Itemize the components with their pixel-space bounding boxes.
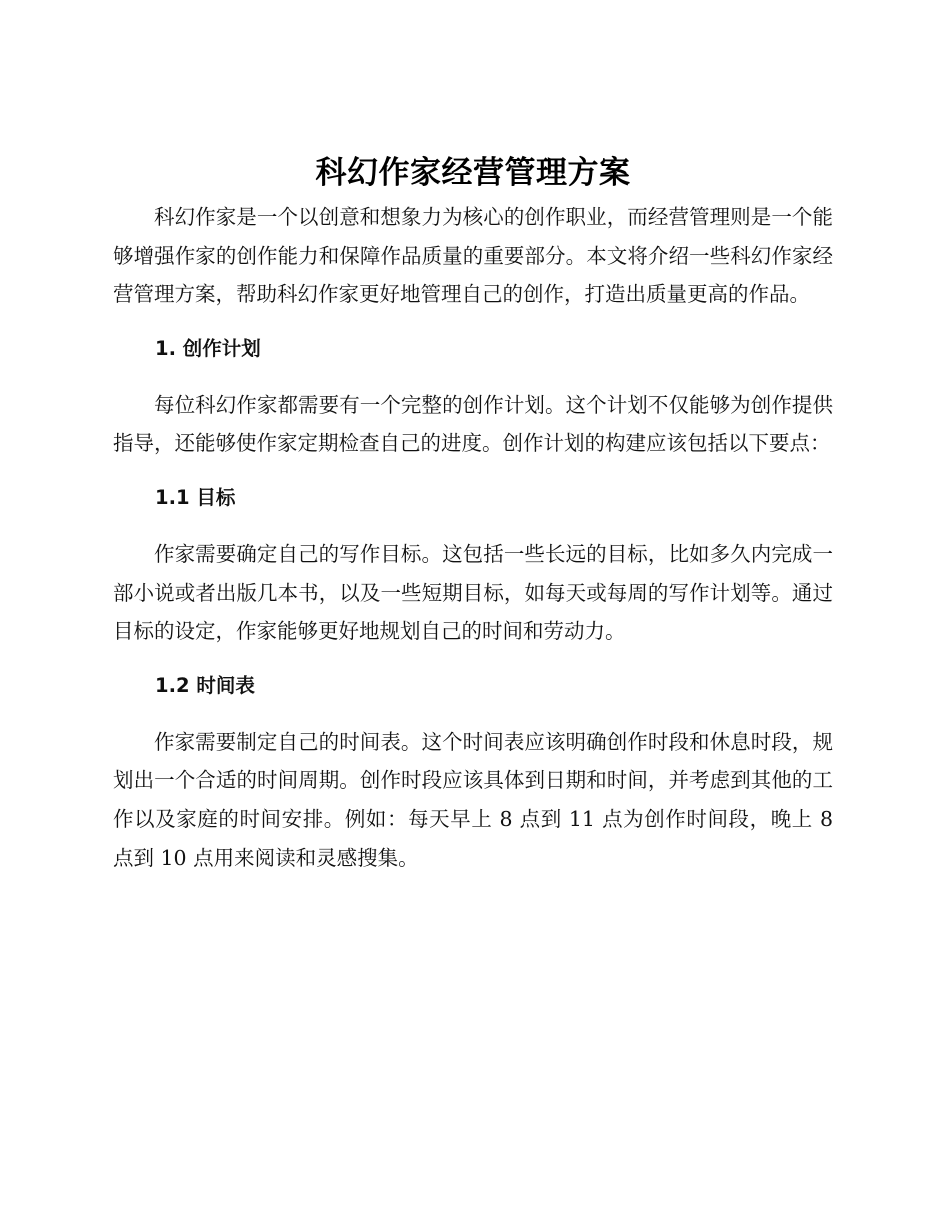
section-heading-creation-plan: 1. 创作计划: [155, 336, 261, 360]
document-page: [113, 150, 833, 877]
section-heading-schedule: 1.2 时间表: [155, 673, 255, 697]
section-body-goals: 作家需要确定自己的写作目标。这包括一些长远的目标，比如多久内完成一部小说或者出版几本书，以及一些短期目标，如每天或每周的写作计划等。通过目标的设定，作家能够更好地规划自己的时间和劳动力。: [113, 541, 833, 644]
section-body-creation-plan: 每位科幻作家都需要有一个完整的创作计划。这个计划不仅能够为创作提供指导，还能够使作家定期检查自己的进度。创作计划的构建应该包括以下要点：: [113, 392, 833, 456]
intro-paragraph: 科幻作家是一个以创意和想象力为核心的创作职业，而经营管理则是一个能够增强作家的创作能力和保障作品质量的重要部分。本文将介绍一些科幻作家经营管理方案，帮助科幻作家更好地管理自己的创作，打造出质量更高的作品。: [113, 205, 833, 307]
document-title: 科幻作家经营管理方案: [315, 155, 631, 191]
section-heading-goals: 1.1 目标: [155, 485, 236, 509]
section-body-schedule: 作家需要制定自己的时间表。这个时间表应该明确创作时段和休息时段，规划出一个合适的时间周期。创作时段应该具体到日期和时间，并考虑到其他的工作以及家庭的时间安排。例如：每天早上 8 点到 11 点为创作时间段，晚上 8 点到 10 点用来阅读和灵感搜集。: [113, 729, 833, 870]
